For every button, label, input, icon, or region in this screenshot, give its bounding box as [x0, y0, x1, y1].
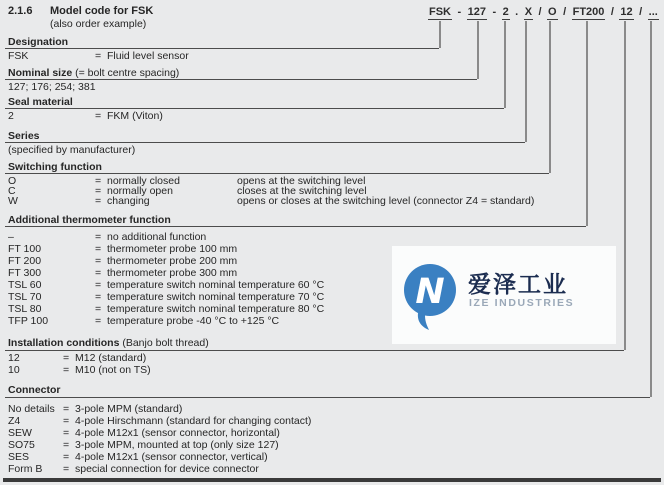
code-cell: TSL 60: [8, 279, 42, 291]
behaviour-cell: opens or closes at the switching level (connector Z4 = standard): [237, 195, 535, 207]
equals-sign: =: [95, 243, 102, 255]
section-qualifier: (Banjo bolt thread): [119, 337, 209, 349]
equals-sign: =: [95, 291, 102, 303]
section-number: 2.1.6: [8, 5, 33, 17]
model-code-separator: -: [457, 6, 462, 18]
model-code-segment: O: [548, 6, 557, 18]
description-cell: 4-pole Hirschmann (standard for changing contact): [75, 415, 312, 427]
equals-sign: =: [63, 463, 70, 475]
section-heading-series: [8, 131, 40, 142]
equals-sign: =: [95, 110, 102, 122]
model-code-segment: 12: [620, 6, 633, 18]
section-heading-additional-thermometer-function: [8, 215, 171, 226]
code-cell: –: [8, 231, 14, 243]
code-connector-line-nominal-size: [477, 21, 479, 79]
code-connector-line-connector: [650, 21, 652, 397]
description-cell: 3-pole MPM (standard): [75, 403, 183, 415]
model-code-separator: /: [639, 6, 643, 18]
code-cell: O: [8, 175, 17, 187]
section-title: Series: [8, 130, 40, 142]
section-qualifier: (= bolt centre spacing): [72, 67, 180, 79]
section-rule-additional-thermometer-function: [5, 226, 586, 227]
equals-sign: =: [63, 427, 70, 439]
equals-sign: =: [95, 303, 102, 315]
behaviour-cell: opens at the switching level: [237, 175, 366, 187]
section-heading-switching-function: [8, 162, 102, 173]
model-code-segment: X: [524, 6, 533, 18]
code-cell: 12: [8, 352, 20, 364]
equals-sign: =: [95, 195, 102, 207]
model-code-segment: 2: [502, 6, 509, 18]
code-cell: Z4: [8, 415, 21, 427]
code-cell: FSK: [8, 50, 29, 62]
description-cell: normally open: [107, 185, 173, 197]
section-heading-connector: [8, 385, 61, 396]
equals-sign: =: [63, 364, 70, 376]
description-cell: normally closed: [107, 175, 180, 187]
watermark-en-text: IZE INDUSTRIES: [469, 297, 575, 309]
code-connector-line-series: [525, 21, 527, 142]
equals-sign: =: [95, 175, 102, 187]
section-rule-installation-conditions: [5, 350, 624, 351]
code-cell: 127; 176; 254; 381: [8, 81, 96, 93]
section-rule-series: [5, 142, 525, 143]
equals-sign: =: [63, 352, 70, 364]
svg-text:N: N: [415, 272, 445, 312]
section-title: Installation conditions: [8, 337, 120, 349]
page-bottom-rule: [3, 478, 661, 482]
description-cell: 4-pole M12x1 (sensor connector, vertical): [75, 451, 268, 463]
model-code-segment: ...: [648, 6, 658, 18]
section-heading-nominal-size: [8, 68, 179, 79]
section-title: Seal material: [8, 96, 73, 108]
section-title: Nominal size: [8, 67, 73, 79]
description-cell: M10 (not on TS): [75, 364, 151, 376]
description-cell: M12 (standard): [75, 352, 147, 364]
description-cell: no additional function: [107, 231, 207, 243]
description-cell: thermometer probe 200 mm: [107, 255, 238, 267]
model-code-separator: /: [610, 6, 614, 18]
model-code-separator: /: [563, 6, 567, 18]
description-cell: temperature switch nominal temperature 70 °C: [107, 291, 325, 303]
model-code-segment: FT200: [572, 6, 605, 18]
section-heading-designation: [8, 37, 68, 48]
description-cell: temperature switch nominal temperature 80 °C: [107, 303, 325, 315]
description-cell: 3-pole MPM, mounted at top (only size 127): [75, 439, 279, 451]
equals-sign: =: [63, 451, 70, 463]
description-cell: temperature probe -40 °C to +125 °C: [107, 315, 280, 327]
description-cell: Fluid level sensor: [107, 50, 189, 62]
equals-sign: =: [95, 231, 102, 243]
description-cell: special connection for device connector: [75, 463, 259, 475]
page-title: Model code for FSK: [50, 5, 154, 17]
section-title: Switching function: [8, 161, 102, 173]
code-cell: No details: [8, 403, 55, 415]
description-cell: thermometer probe 100 mm: [107, 243, 238, 255]
code-cell: FT 200: [8, 255, 42, 267]
description-cell: 4-pole M12x1 (sensor connector, horizontal): [75, 427, 280, 439]
section-rule-seal-material: [5, 108, 504, 109]
section-heading-seal-material: [8, 97, 73, 108]
code-cell: FT 300: [8, 267, 42, 279]
equals-sign: =: [95, 315, 102, 327]
code-connector-line-seal-material: [504, 21, 506, 108]
code-cell: SO75: [8, 439, 35, 451]
code-cell: (specified by manufacturer): [8, 144, 136, 156]
code-connector-line-switching-function: [549, 21, 551, 173]
code-cell: TFP 100: [8, 315, 49, 327]
section-heading-installation-conditions: [8, 338, 209, 349]
code-cell: FT 100: [8, 243, 42, 255]
code-connector-line-designation: [439, 21, 441, 48]
code-cell: SEW: [8, 427, 32, 439]
page-subtitle: (also order example): [50, 18, 147, 30]
code-cell: C: [8, 185, 16, 197]
model-code-separator: .: [515, 6, 519, 18]
description-cell: FKM (Viton): [107, 110, 163, 122]
section-rule-switching-function: [5, 173, 549, 174]
section-rule-designation: [5, 48, 439, 49]
description-cell: temperature switch nominal temperature 60 °C: [107, 279, 325, 291]
equals-sign: =: [63, 415, 70, 427]
code-cell: 10: [8, 364, 20, 376]
section-title: Designation: [8, 36, 69, 48]
model-code-separator: /: [538, 6, 542, 18]
code-cell: SES: [8, 451, 30, 463]
section-title: Connector: [8, 384, 61, 396]
watermark-cn-text: 爱泽工业: [468, 271, 568, 297]
model-code-separator: -: [492, 6, 497, 18]
code-cell: 2: [8, 110, 14, 122]
code-cell: Form B: [8, 463, 43, 475]
description-cell: changing: [107, 195, 150, 207]
equals-sign: =: [95, 255, 102, 267]
equals-sign: =: [63, 439, 70, 451]
code-cell: TSL 80: [8, 303, 42, 315]
equals-sign: =: [63, 403, 70, 415]
code-connector-line-installation-conditions: [624, 21, 626, 350]
code-cell: W: [8, 195, 18, 207]
section-rule-connector: [5, 397, 650, 398]
description-cell: thermometer probe 300 mm: [107, 267, 238, 279]
behaviour-cell: closes at the switching level: [237, 185, 367, 197]
section-rule-nominal-size: [5, 79, 477, 80]
code-cell: TSL 70: [8, 291, 42, 303]
code-connector-line-additional-thermometer-function: [586, 21, 588, 226]
equals-sign: =: [95, 50, 102, 62]
equals-sign: =: [95, 185, 102, 197]
equals-sign: =: [95, 279, 102, 291]
model-code-segment: 127: [467, 6, 486, 18]
equals-sign: =: [95, 267, 102, 279]
model-code: [428, 6, 659, 20]
ize-logo-icon: [403, 263, 457, 331]
section-title: Additional thermometer function: [8, 214, 171, 226]
model-code-segment: FSK: [429, 6, 451, 18]
